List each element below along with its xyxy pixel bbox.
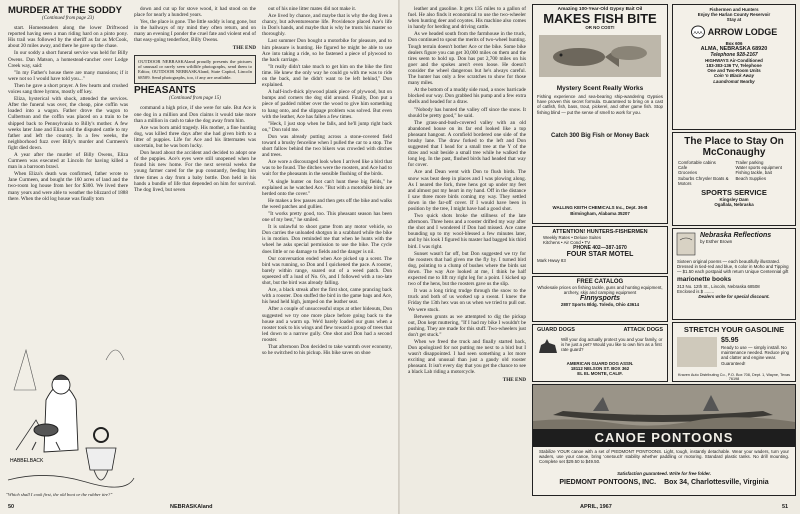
ad-stretch-gasoline bbox=[672, 322, 796, 382]
aaa-icon bbox=[691, 25, 705, 39]
canoe-icon bbox=[533, 385, 795, 429]
ad-guard-dogs bbox=[532, 324, 668, 382]
paragraph: start. Homesteaders along the lower Driftwood reported having seen a man riding hard on a pinto pony. His trail was followed by the sheriff as far as McCook, about 20 miles away, and there he gave up the chase. bbox=[8, 25, 128, 50]
paragraph: When we freed the truck and finally started back, Don apologized for not putting me next to a bird but I wasn't disappointed. I had seen something a lot more exciting and unusual than just a gaudy old rooster pheasant. It isn't every day that you get the chance to see a black Lab riding a motorcycle. bbox=[408, 338, 526, 376]
ad-finnysports bbox=[532, 276, 668, 322]
page-number-right: 51 bbox=[782, 504, 789, 510]
article-continuation-column bbox=[408, 6, 526, 498]
ad-catalog-address: 2807 Sports Bldg. Toledo, Ohio 43614 bbox=[560, 302, 640, 308]
ad-arrow-lead: Fishermen and Hunters bbox=[709, 7, 759, 12]
ad-arrow-lodge bbox=[672, 4, 796, 130]
ad-reflections-dealers: Dealers write for special discount. bbox=[698, 294, 770, 300]
ad-dogs-name: AMERICAN GUARD DOG ASSN. bbox=[566, 361, 634, 366]
paragraph: It was a long tiring trudge through the snow to the truck and both of us worked up a sweat. I knew the Friday the 13th hex was on us when we tried to pull out. We were stuck. bbox=[408, 288, 526, 313]
cartoonist-signature: HABBELBACK bbox=[10, 458, 44, 464]
ad-place-title: The Place to Stay On McConaughy bbox=[684, 136, 784, 158]
ad-canoe-address: Box 34, Charlottesville, Virginia bbox=[664, 479, 769, 486]
paragraph: command a high price, if she were for sale. But Ace is one dog in a million and Don claims it would take more than a million in cash to take the dog away from him. bbox=[134, 105, 256, 124]
ad-arrow-lead2: Enjoy the Harlan County Reservoir bbox=[697, 12, 771, 18]
ad-arrow-line: Coin 'n Black Away bbox=[713, 73, 755, 79]
ad-reflections-address: 313 No. 12th St., Lincoln, Nebraska 68508 bbox=[677, 283, 760, 289]
paragraph: Yes, the place is gone. The little soddy is long gone, but in the hallways of my mind they often return, and on many an evening I ponder the cruel fate and violent end of that easy-going tenderfoot, Billy Owens. bbox=[134, 19, 256, 44]
ad-place-item: Comfortable cabins bbox=[678, 160, 716, 165]
ad-canoe-body: Stabilize YOUR canoe with a set of PIEDMONT PONTOONS. Light, tough, instantly detachable. Wear your waders, turn your waders, use your canoe, bring 'onetouch' stability whether paddling or motoring. Standard plastic tanks. No drill mounting. Complete set $29.50 to $49.50. bbox=[539, 449, 789, 465]
ad-motel-line2: Kitchens • Air Cond • TV bbox=[543, 240, 591, 246]
ad-fish-headline: MAKES FISH BITE bbox=[543, 11, 657, 27]
paragraph: "In my Father's house there are many mansions; if it were not so I would have told you..." bbox=[8, 69, 128, 82]
svg-text:AAA: AAA bbox=[693, 29, 703, 35]
ad-place-item: Groceries bbox=[678, 170, 698, 176]
paragraph: leather and gasoline. It gets 135 miles to a gallon of fuel. He also finds it economical to use the two-wheeler when hunting deer and coyotes. His machine also comes in handy for herding and driving cattle. bbox=[408, 6, 526, 31]
paragraph: Don was already putting across a stone-covered field toward a brushy fenceline when I pulled the car to a stop. The short fallow behind the two bikers was crowded with ditches and trees. bbox=[262, 133, 392, 159]
paragraph: It is unlawful to shoot game from any motor vehicle, so Don carries the unloaded shotgun in a scabbard while the bike is in motion. Don reminded me that when he hunts with the wheel he asks special permission to use the bike. The cycle does little or no damage to fields and the danger is nil. bbox=[262, 224, 392, 255]
ad-canoe-name: PIEDMONT PONTOONS, INC. bbox=[559, 479, 657, 486]
paragraph: Don heard about the accident and decided to adopt one of the puppies. Ace's eyes were still unopened when he found his new home. For the next several weeks the young farmer cared for the pup constantly, feeding him three times a day from a baby bottle. Don held in his hands a bundle of life that depended on him for survival. The dog lived, but seven bbox=[134, 150, 256, 193]
ad-dogs-title2: ATTACK DOGS bbox=[623, 327, 663, 333]
ad-fish-coupon: Catch 300 Big Fish or Money Back bbox=[550, 133, 650, 139]
footer-magazine-title: NEBRASKAland bbox=[170, 504, 213, 510]
ad-arrow-line2: Laundromat Nearby bbox=[713, 78, 755, 84]
the-end: THE END bbox=[502, 376, 526, 383]
ad-canoe-guarantee: Satisfaction guaranteed. Write for free folder. bbox=[617, 471, 711, 476]
paragraph: down and cut up for stove wood, it had stood on the place for nearly a hundred years. bbox=[134, 6, 256, 19]
ad-reflections-body: Sixteen original poems — each beautifully illustrated. Dressed in tied-red and blue, 6 color in Moho and Tipping — $1.50 each postpaid with return Unique Centennial gift bbox=[677, 259, 789, 275]
ad-place-item: Suburbs Chrysler Boats & Motors bbox=[678, 175, 729, 186]
paragraph: "A single hunter on foot can't hunt these big fields," he explained as he watched Ace. "But with a motorbike birds are herded onto the cover." bbox=[262, 178, 392, 197]
paragraph: He makes a few passes and then gets off the bike and walks the weed patches and gullies. bbox=[262, 197, 392, 210]
ad-gas-title: STRETCH YOUR GASOLINE bbox=[683, 325, 785, 334]
editor-box: OUTDOOR NEBRASKAland proudly presents the pictures of unusual or rarely seen wildlife photographs, send them to Editor, OUTDOOR NEBRASKAland, State Capitol, Lincoln 68509. Send photographs, too, if any are available. bbox=[134, 55, 256, 85]
article-murder-column bbox=[8, 6, 128, 322]
paragraph: Ace and Dean went with Don to flush birds. The snow was beat deep in places and I was plowing along. As I neared the fork, three hens got up under my feet and almost put my heart in my hand. Off in the distance I saw three more birds coming my way. They settled down in the far-off cover. If I would have been in position by the tree, I might have had a good shot. bbox=[408, 169, 526, 212]
gas-device-photo bbox=[677, 337, 717, 367]
ad-fish-offer-title: Mystery Scent Really Works bbox=[556, 85, 644, 92]
ad-fish-sub: OR NO COST! bbox=[585, 25, 615, 31]
ad-reflections-byline: by Esther Brown bbox=[700, 239, 733, 244]
ad-place-place: Kingsley Dam bbox=[719, 197, 749, 203]
ad-dogs-title1: GUARD DOGS bbox=[537, 327, 575, 333]
article-title-murder: MURDER AT THE SODDY bbox=[8, 6, 122, 16]
the-end: THE END bbox=[232, 44, 256, 51]
ad-arrow-units: One and Two-Room Units bbox=[707, 68, 761, 74]
ad-reflections-title: Nebraska Reflections bbox=[700, 232, 772, 239]
paragraph: Ace, a black streak after the first shot, came prancing back with a rooster. Don stuffed the bird in the game bags and Ace, his head held high, jumped on the leather seat. bbox=[262, 287, 392, 306]
ad-motel-place: Mark Hwwy 83 bbox=[537, 258, 566, 264]
ad-arrow-hwy: HIGHWAYS Air-Conditioned bbox=[705, 57, 763, 63]
paragraph: Between grunts as we attempted to dig the pickup out, Don kept muttering, "If I had my bike I wouldn't be pushing. They are made for this stuff. Two-wheelers just don't get stuck." bbox=[408, 313, 526, 338]
continued-note: (Continued from page 23) bbox=[42, 16, 94, 21]
ad-fish-bite bbox=[532, 4, 668, 224]
ad-catalog-name: Finnysports bbox=[579, 295, 621, 303]
paragraph: Ace wore a discouraged look when I arrived like a bird that was to be found. The ditches were the roosters, and Ace had to wait for the pheasants in the sensible flushing of the birds. bbox=[262, 159, 392, 178]
ad-dogs-city: EL EL MONTE, CALIF. bbox=[577, 371, 623, 376]
ad-motel-title: ATTENTION! HUNTERS-FISHERMEN bbox=[552, 229, 648, 235]
paragraph: "It really didn't take much to get him on the bike the first time. He knew the only way he could go with me was to ride on the back, and he didn't want to be left behind," Don explained. bbox=[262, 63, 392, 89]
ad-dogs-address: 18112 NELSON ST. BOX 362 bbox=[570, 366, 630, 371]
ad-dogs-body: Will your dog actually protect you and your family, or is he just a pet? Would you like to own him as a first rate guard? bbox=[561, 337, 663, 353]
paragraph: Last summer Don bought a motorbike for pleasure, and to him pleasure is hunting. He figured he might be able to use Ace into taking a ride, so he fastened a piece of plywood to the back carriage. bbox=[262, 38, 392, 63]
ad-arrow-sub: Box 606 bbox=[725, 40, 743, 46]
book-icon bbox=[676, 232, 696, 256]
paragraph: After a couple of unsuccessful stops at other hideouts, Don suggested we try one more place before going back to the house and a warm up. We'd barely loaded our guns when a rooster took to his wings and flew toward a group of trees that led down to a narrow gully. One shot and Don had a second rooster. bbox=[262, 306, 392, 343]
paragraph: As we headed south from the farmhouse in the truck, Don continued to spout the merits of two-wheel hunting. Tough terrain doesn't bother Ace or the bike. Some bike dealers figure you can get 30,000 miles on them and the tires seem to hold up. Don has put 2,700 miles on his goer and the spokes aren't even loose. He doesn't consider the wheel dangerous but he's always careful. The hunter has only a few scratches to show for those many miles. bbox=[408, 31, 526, 87]
ad-reflections-enclosed: Enclosed is $ ........ bbox=[677, 288, 715, 294]
ad-gas-body: Ready to use — simply install. No maintenance needed. Reduce ping and clatter and engine wear. Guaranteed! bbox=[721, 345, 790, 366]
paragraph: Sunset wasn't far off, but Don suggested we try for the roosters that had given me the fly by. I turned bird dog, pointing to a clump of bushes where the birds sat down. The way Ace looked at me, I think he half expected me to lift my right leg for a point. I kicked up two of the hens, but the roosters gave us the slip. bbox=[408, 250, 526, 288]
ad-place-item: Fishing tackle, bait bbox=[735, 170, 772, 176]
paragraph: At the bottom of a muddy side road, a snow barricade blocked our way. Don grabbed his pump and a few extra shells and headed for a draw. bbox=[408, 87, 526, 106]
ad-nebraska-reflections bbox=[672, 228, 796, 320]
ad-place-city: Ogallala, Nebraska bbox=[714, 202, 754, 208]
ad-sports-service bbox=[672, 132, 796, 226]
ad-arrow-name: ARROW LODGE bbox=[707, 26, 778, 37]
article-title-pheasants: PHEASANTS bbox=[134, 85, 196, 97]
footer-date: APRIL, 1967 bbox=[580, 504, 612, 510]
ad-fish-top: Amazing 100-Year-Old Gypsy Bait Oil bbox=[557, 7, 643, 12]
ad-motel-line1: Weekly Rates • Deluxe Suites bbox=[543, 235, 602, 240]
ad-arrow-phone: Telephone 928-2167 bbox=[710, 51, 758, 58]
ad-place-name: SPORTS SERVICE bbox=[701, 188, 767, 198]
ad-gas-address: Kraven Auto Distributing Co., P.O. Box 708, Dept. 1, Wayne, Texas 76198 bbox=[678, 373, 790, 381]
paragraph: Two quick shots broke the stillness of the late afternoon. Three hens and a rooster drifted my way after the shot and I wondered if Don had missed. Ace came bounding up to my wool-blessed a few minutes later, and by his look I figured his master had bagged his third bird. I was right. bbox=[408, 213, 526, 250]
ad-arrow-lead3: Stay at bbox=[726, 17, 742, 23]
paragraph: Then he gave a short prayer. A few hearts and crushed voices sang three hymns, mostly off key. bbox=[8, 82, 128, 96]
paragraph: When Eliza's death was confirmed, father wrote to Jane Curmeen, and bought the 160 acres of land and the two-room log house from her for $300. We lived there many years and were able to weather the blizzard of 1888 there. When the old log house was finally torn bbox=[8, 171, 128, 202]
ad-fish-city: Birmingham, Alabama 35207 bbox=[570, 211, 630, 216]
ad-arrow-city: ALMA, NEBRASKA 68920 bbox=[700, 45, 768, 52]
paragraph: "Nobody has hunted the valley off since the snow. It should be pretty good," he said. bbox=[408, 106, 526, 119]
ad-motel-phone: PHONE 402—387-1670 bbox=[573, 245, 627, 252]
paragraph: "Heck, I just stop when he falls, and he'll jump right back on," Don told me. bbox=[262, 120, 392, 133]
ad-catalog-body: Wholesale prices on fishing tackle, guns and hunting equipment, archery, skis and camping equipment bbox=[537, 285, 663, 296]
paragraph: Ace lived by chance, and maybe that is why the dog lives a chancy, but adventuresome life. Providence placed Ace's life in Don's hands, and maybe that is why he trusts his master so thoroughly. bbox=[262, 13, 392, 38]
ad-reflections-name: marionette books bbox=[677, 275, 732, 283]
fish-photo bbox=[539, 35, 661, 77]
ad-four-star-motel bbox=[532, 226, 668, 274]
paragraph: A half-inch-thick plywood plank piece of plywood, but on bumps and corners the dog slid around. Finally, Don put a piece of padded rubber over the wood to give him something to hang onto, and the slippage problem was solved. But even with the leather, Ace has fallen a few times. bbox=[262, 89, 392, 120]
paragraph: Our conversation ended when Ace picked up a scent. The bird was running, so Don and I quickened the pace. A rooster, barely within range, soared out of a weed patch. Don squeezed off a load of No. 6's, and I followed with a too-late shot, but the bird was already falling. bbox=[262, 255, 392, 287]
paragraph: That afternoon Don decided to take warmth over economy, so he switched to his pickup. His bike saves on shoe bbox=[262, 343, 392, 357]
cartoon-caption: "Which shall I cook first, the old boot or the rubber tire?" bbox=[6, 492, 113, 497]
ad-place-item: Cafe bbox=[678, 165, 688, 171]
cartoon-illustration bbox=[6, 330, 136, 495]
ad-canoe-pontoons bbox=[532, 384, 796, 496]
continued-note: (Continued from page 15) bbox=[169, 96, 221, 102]
ad-place-item: Trailer parking bbox=[735, 160, 764, 165]
ad-motel-name: FOUR STAR MOTEL bbox=[566, 251, 634, 259]
ad-fish-body: Fishing experience and sea-bearing ship-wandering Gypsies have proven this secret formula. Guaranteed to bring on a cast of catfish, fish, bass, trout, pickerel, and other game fish. Stop fishing blind — put the sense of smell to work for you. bbox=[537, 94, 663, 115]
paragraph: Eliza, hysterical with shock, attended the services. After the funeral was over, the cheap, pine coffin was loaded into a wagon. Father drove the wagon to Culbertson and the coffin was placed on a train to be shipped back to Pennsylvania to Billy's mother. A few weeks later Jane and Eliza sold the disputed cattle to my father and left the country. In a few weeks, the neighborhood fuzz over Billy's murder and Curmeen's fight died down. bbox=[8, 96, 128, 151]
ad-place-item: Beach Supplies bbox=[735, 175, 767, 181]
paragraph: out of his nine litter mates did not make it. bbox=[268, 6, 357, 12]
article-column-3 bbox=[262, 6, 392, 496]
article-column-2 bbox=[134, 6, 256, 496]
ad-place-item: Water sports equipment bbox=[735, 165, 782, 171]
ad-canoe-title: CANOE PONTOONS bbox=[533, 429, 795, 447]
paragraph: A year after the murder of Billy Owens, Eliza Curmeen was executed at Lincoln for having killed a man in a barroom brawl. bbox=[8, 151, 128, 171]
dog-icon bbox=[537, 337, 559, 357]
paragraph: The grass-and-bush-covered valley with an old abandoned house on its far end looked like a top pheasant hangout. A cornfield bordered one side of the brushy lane. The draw forked to the left and Don suggested that I head for a small tree at the Y of the draw and wait beside a small tree while he walked the long leg. In the past, flushed birds had headed that way for cover. bbox=[408, 119, 526, 169]
canoe-photo bbox=[533, 385, 795, 429]
ad-fish-address: WALLING KEITH CHEMICALS Inc., Dept. 36-B bbox=[552, 205, 648, 210]
fish-icon bbox=[539, 35, 661, 77]
ad-arrow-hwy2: 183-383-136 TV, Telephone bbox=[706, 63, 762, 69]
paragraph: "It works pretty good, too. This pheasant season has been one of my best," he smiled. bbox=[262, 211, 392, 224]
paragraph: In our soddy a short funeral service was held for Billy Owens. Dan Matson, a homestead-rancher over Lodge Creek way, said: bbox=[8, 50, 128, 69]
right-page bbox=[400, 0, 800, 514]
ad-catalog-title: FREE CATALOG bbox=[576, 279, 624, 285]
paragraph: Ace was born amid tragedy. His mother, a fine hunting dog, was killed three days after she had given birth to a litter of puppies. Life for Ace and his littermates was uncertain, but he was born lucky. bbox=[134, 124, 256, 150]
ad-gas-price: $5.95 bbox=[721, 337, 739, 344]
page-number-left: 50 bbox=[8, 504, 15, 510]
